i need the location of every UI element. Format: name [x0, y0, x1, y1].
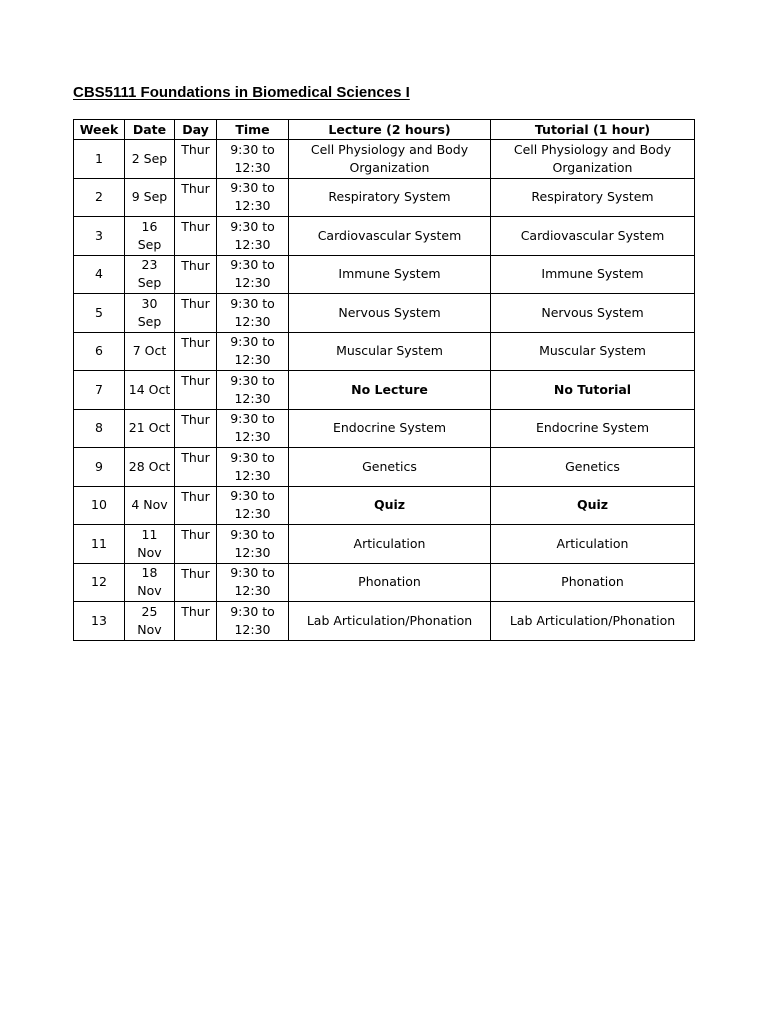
cell-tutorial: No Tutorial: [491, 371, 695, 410]
cell-week: 4: [74, 255, 125, 294]
table-row: [74, 178, 695, 217]
cell-week: 8: [74, 409, 125, 448]
cell-tutorial: Phonation: [491, 563, 695, 602]
column-header-week: Week: [74, 120, 125, 140]
cell-time: 9:30 to 12:30: [217, 563, 289, 602]
table-row: [74, 294, 695, 333]
cell-lecture: Phonation: [289, 563, 491, 602]
cell-tutorial: Articulation: [491, 525, 695, 564]
table-row: [74, 525, 695, 564]
table-row: [74, 255, 695, 294]
cell-week: 1: [74, 140, 125, 179]
cell-date: 21 Oct: [125, 409, 175, 448]
cell-time: 9:30 to 12:30: [217, 486, 289, 525]
cell-week: 7: [74, 371, 125, 410]
column-header-time: Time: [217, 120, 289, 140]
cell-time: 9:30 to 12:30: [217, 217, 289, 256]
cell-tutorial: Endocrine System: [491, 409, 695, 448]
table-row: [74, 217, 695, 256]
cell-lecture: Quiz: [289, 486, 491, 525]
table-row: [74, 602, 695, 641]
cell-lecture: Respiratory System: [289, 178, 491, 217]
cell-week: 10: [74, 486, 125, 525]
cell-week: 2: [74, 178, 125, 217]
cell-day: Thur: [175, 486, 217, 525]
column-header-day: Day: [175, 120, 217, 140]
cell-date: 7 Oct: [125, 332, 175, 371]
schedule-table: [73, 119, 695, 641]
cell-time: 9:30 to 12:30: [217, 255, 289, 294]
cell-date: 16 Sep: [125, 217, 175, 256]
cell-week: 5: [74, 294, 125, 333]
cell-day: Thur: [175, 178, 217, 217]
cell-tutorial: Muscular System: [491, 332, 695, 371]
cell-day: Thur: [175, 602, 217, 641]
table-row: [74, 409, 695, 448]
schedule-body: [74, 140, 695, 641]
cell-time: 9:30 to 12:30: [217, 332, 289, 371]
cell-lecture: Articulation: [289, 525, 491, 564]
cell-time: 9:30 to 12:30: [217, 371, 289, 410]
cell-time: 9:30 to 12:30: [217, 448, 289, 487]
cell-week: 6: [74, 332, 125, 371]
table-row: [74, 371, 695, 410]
cell-lecture: Nervous System: [289, 294, 491, 333]
cell-lecture: Endocrine System: [289, 409, 491, 448]
cell-lecture: Cell Physiology and Body Organization: [289, 140, 491, 179]
column-header-lecture: Lecture (2 hours): [289, 120, 491, 140]
table-row: [74, 332, 695, 371]
cell-day: Thur: [175, 140, 217, 179]
cell-time: 9:30 to 12:30: [217, 140, 289, 179]
table-row: [74, 486, 695, 525]
cell-date: 9 Sep: [125, 178, 175, 217]
cell-day: Thur: [175, 371, 217, 410]
cell-tutorial: Respiratory System: [491, 178, 695, 217]
cell-time: 9:30 to 12:30: [217, 294, 289, 333]
cell-date: 28 Oct: [125, 448, 175, 487]
cell-day: Thur: [175, 563, 217, 602]
cell-time: 9:30 to 12:30: [217, 178, 289, 217]
cell-day: Thur: [175, 217, 217, 256]
column-header-date: Date: [125, 120, 175, 140]
cell-week: 9: [74, 448, 125, 487]
table-row: [74, 563, 695, 602]
cell-day: Thur: [175, 409, 217, 448]
cell-tutorial: Nervous System: [491, 294, 695, 333]
cell-lecture: Cardiovascular System: [289, 217, 491, 256]
cell-week: 13: [74, 602, 125, 641]
cell-tutorial: Lab Articulation/Phonation: [491, 602, 695, 641]
cell-tutorial: Quiz: [491, 486, 695, 525]
cell-date: 18 Nov: [125, 563, 175, 602]
cell-date: 14 Oct: [125, 371, 175, 410]
cell-date: 30 Sep: [125, 294, 175, 333]
cell-tutorial: Genetics: [491, 448, 695, 487]
table-row: [74, 140, 695, 179]
cell-lecture: Immune System: [289, 255, 491, 294]
cell-time: 9:30 to 12:30: [217, 409, 289, 448]
page-title: CBS5111 Foundations in Biomedical Sciences I: [73, 84, 410, 101]
cell-day: Thur: [175, 332, 217, 371]
cell-time: 9:30 to 12:30: [217, 602, 289, 641]
cell-week: 11: [74, 525, 125, 564]
cell-lecture: Genetics: [289, 448, 491, 487]
column-header-tutorial: Tutorial (1 hour): [491, 120, 695, 140]
cell-date: 4 Nov: [125, 486, 175, 525]
cell-date: 2 Sep: [125, 140, 175, 179]
cell-lecture: Lab Articulation/Phonation: [289, 602, 491, 641]
cell-date: 11 Nov: [125, 525, 175, 564]
cell-date: 25 Nov: [125, 602, 175, 641]
cell-day: Thur: [175, 448, 217, 487]
table-row: [74, 448, 695, 487]
cell-date: 23 Sep: [125, 255, 175, 294]
cell-lecture: Muscular System: [289, 332, 491, 371]
cell-day: Thur: [175, 525, 217, 564]
cell-week: 3: [74, 217, 125, 256]
table-header-row: [74, 120, 695, 140]
cell-time: 9:30 to 12:30: [217, 525, 289, 564]
cell-tutorial: Cell Physiology and Body Organization: [491, 140, 695, 179]
cell-lecture: No Lecture: [289, 371, 491, 410]
cell-tutorial: Cardiovascular System: [491, 217, 695, 256]
cell-day: Thur: [175, 255, 217, 294]
cell-week: 12: [74, 563, 125, 602]
cell-day: Thur: [175, 294, 217, 333]
cell-tutorial: Immune System: [491, 255, 695, 294]
